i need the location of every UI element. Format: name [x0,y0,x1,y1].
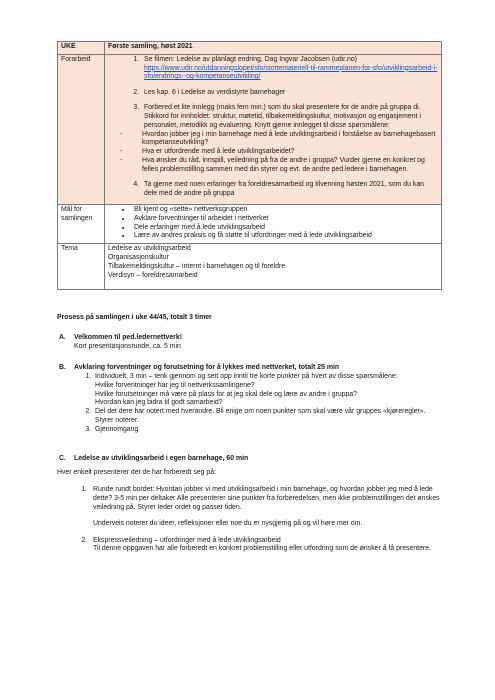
goals-content [105,204,442,243]
process-heading: Prosess på samlingen i uke 44/45, totalt 3 timer [57,313,212,321]
section-a-sub: Kort presentasjonsrunde, ca. 5 min [74,343,181,351]
header-week: UKE [58,42,105,55]
plan-table [57,41,442,290]
section-c-intro: Hver enkelt presenterer det de har forberedt seg på: [57,469,216,477]
section-a [57,334,442,352]
goal-item: • Bli kjent og «sette» nettverksgruppen [132,206,438,215]
document-page [57,41,442,566]
section-letter: A. [59,334,66,342]
list-item [141,104,438,175]
goals-row [58,204,442,243]
list-item [89,486,442,528]
list-item: 2. Del det dere har notert med hverandre. Bli enige om noen punkter som skal være vår gruppes «kjøreregler». Styrer noterer. [93,408,442,426]
question-item: - Hva ønsker du råd, innspill, veiledning på fra de andre i gruppa? Vurder gjerne en konkret og felles problemstilling sammen med din styrer og evt. de andre ped.ledere i barnehagen. [120,157,438,175]
prepare-text: Forbered et lite innlegg (maks fem min.) som du skal presentere for de andre på gruppa di. Stikkord for innholdet: struktur, møtetid, tilbakemeldingskultur, motivasjon og engasjement i personalet, metodikk og evaluering. Knytt gjerne innlegget til disse spørsmålene: [144,104,421,129]
list-item [93,373,442,408]
paragraph: 1. Runde rundt bordet: Hvordan jobber vi med utviklingsarbeid i min barnehage, og hvordan jobber jeg med å lede dette? 3-5 min per deltaker Alle presenterer sine punkter fra forberedelsen, men ikke problemstillingen det ønskes veiledning på. Styrer leder ordet og passer tiden. [93,486,440,511]
text-line: Hvordan kan jeg bidra til godt samarbeid? [95,399,223,407]
list-item: 4. Ta gjerne med noen erfaringer fra foreldresamarbeid og tilvenning høsten 2021, som du kan dele med de andre på gruppa [141,181,438,199]
forarbeid-list [108,56,438,199]
question-list [144,131,438,175]
list-item: 3. Gjennomgang [93,426,442,435]
section-c-title: Ledelse av utviklingsarbeid i egen barnehage, 60 min [74,454,249,462]
section-b-title: Avklaring forventninger og forutsetning for å lykkes med nettverket, totalt 25 min [74,364,340,372]
goal-item: • Lære av andres praksis og få støtte til utfordringer med å lede utviklingsarbeid [132,232,438,241]
paragraph: Underveis noterer du ideer, refleksjoner eller noe du er nysgjerrig på og vil høre mer om. [93,519,363,527]
section-letter: B. [59,364,66,372]
theme-line: Ledelse av utviklingsarbeid [108,245,191,253]
section-b-list [57,373,442,435]
section-c-title-row [57,455,442,464]
theme-line: Tilbakemeldingskultur – internt i barnehagen og til foreldre [108,262,286,270]
header-session-title: Første samling, høst 2021 [105,42,442,55]
section-b-title-row [57,364,442,373]
theme-content [105,244,442,289]
text-line: Hvilke forventninger har jeg til nettverkssamlingene? [95,381,255,389]
text-line: Hvilke forutsetninger må være på plass for at jeg skal dele og lære av andre i gruppa? [95,390,357,398]
theme-row [58,244,442,289]
question-item: - Hva er utfordrende med å lede utviklingsarbeidet? [120,148,438,157]
forarbeid-row [58,54,442,204]
section-letter: C. [59,454,66,462]
goals-list [108,206,438,241]
goals-label: Mål for samlingen [58,204,105,243]
film-text: Se filmen: Ledelse av planlagt endring, Dag Ingvar Jacobsen (udir.no) [144,55,357,63]
table-header-row [58,42,442,55]
udir-link[interactable]: https://www.udir.no/utdanningslopet/sfo/stottemateriell-til-rammeplanen-for-sfo/utviklingsarbeid-i-sfo/endrings--og-kompetanseutvikling/ [144,64,438,81]
list-item [89,537,442,555]
theme-line: Verdisyn – foreldresamarbeid [108,271,198,279]
text-line: 1. Individuelt, 3 min – tenk gjennom og sett opp inntil tre korte punkter på hvert av disse spørsmålene: [95,372,398,380]
question-item: - Hvordan jobber jeg i min barnehage med å lede utviklingsarbeid i forståelse av barnehagebasert kompetanseutvikling? [120,131,438,149]
paragraph: Til denne oppgaven har alle forberedt en konkret problemstilling eller utfordring som de ønsker å få presentere. [93,545,431,553]
section-c [57,455,442,555]
paragraph-title: 2. Ekspressveiledning – utfordringer med å lede utviklingsarbeid [93,536,281,544]
goal-item: • Dele erfaringer med å lede utviklingsarbeid [132,224,438,233]
section-a-title-row [57,334,442,343]
list-item [141,56,438,82]
section-a-title: Velkommen til ped.ledernettverk! [74,334,182,342]
theme-label: Tema [58,244,105,289]
list-item: 2. Les kap. 6 i Ledelse av verdistyrte barnehager [141,89,438,98]
forarbeid-label: Forarbeid [58,54,105,204]
section-c-list [57,486,442,554]
theme-line: Organisasjonskultur [108,254,169,262]
forarbeid-content [105,54,442,204]
goal-item: • Avklare forventninger til arbeidet i nettverket [132,215,438,224]
section-b [57,364,442,435]
